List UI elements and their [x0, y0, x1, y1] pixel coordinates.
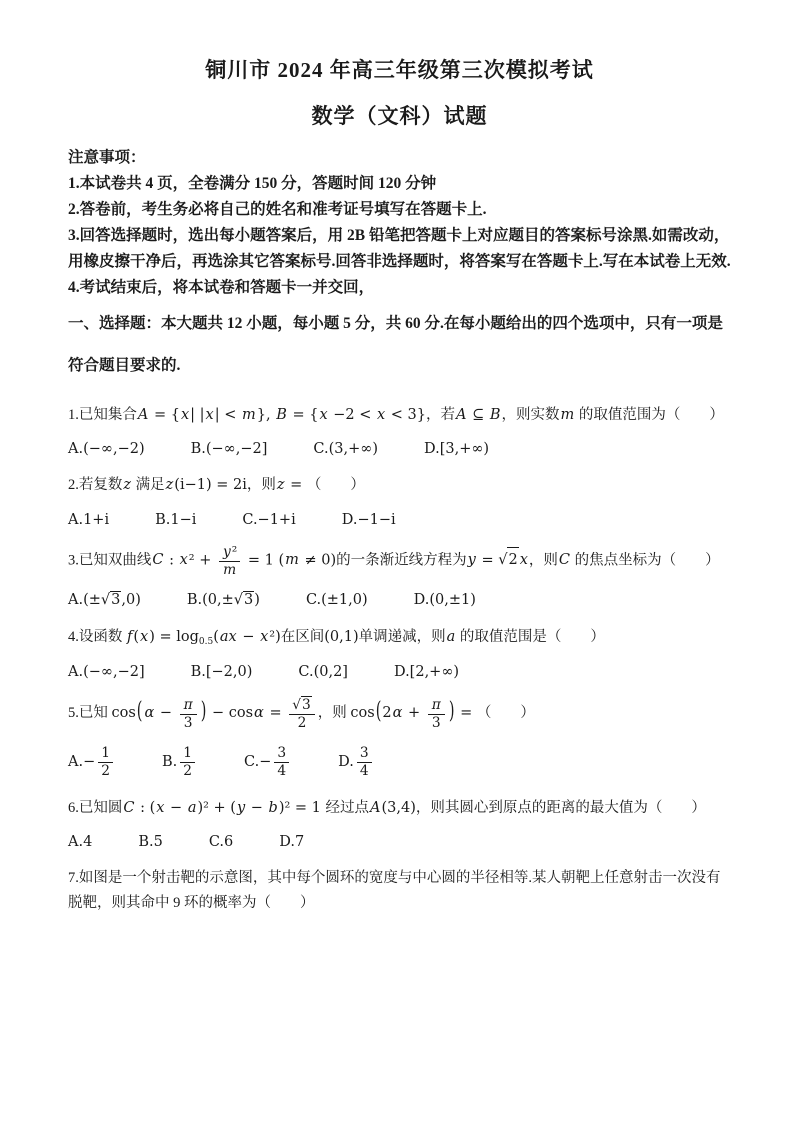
- question-2-options: [68, 512, 731, 528]
- option-a: A.− $\frac{1}{2}$: [68, 745, 116, 780]
- option-a: A.1+i: [68, 511, 110, 528]
- option-c: C.(0,2]: [298, 664, 348, 681]
- option-a: A.(± √ 3 ,0): [68, 591, 141, 609]
- question-7: [68, 866, 731, 917]
- question-2: [68, 473, 731, 527]
- question-6-options: [68, 834, 731, 850]
- notice-item-1: 1.本试卷共 4 页，全卷满分 150 分，答题时间 120 分钟: [68, 175, 437, 192]
- option-c: C.6: [208, 834, 234, 851]
- notice-item-2: 2.答卷前，考生务必将自己的姓名和准考证号填写在答题卡上.: [68, 201, 487, 218]
- option-a: A.(−∞,−2]: [68, 664, 145, 681]
- question-4: [68, 625, 731, 680]
- question-3: [68, 544, 731, 610]
- option-b: B.1−i: [155, 511, 197, 528]
- question-1: [68, 403, 731, 457]
- option-a: A.4: [68, 834, 93, 851]
- question-5: [68, 696, 731, 779]
- section-heading: 一、选择题：本大题共 12 小题，每小题 5 分，共 60 分.在每小题给出的四个选项中，只有一项是符合题目要求的.: [68, 315, 723, 374]
- question-4-stem: 4.设函数 $f(x) = \log_{0.5}(ax - x^2)$在区间(0,1)单调递减，则a 的取值范围是（ ）: [68, 629, 605, 648]
- notice-item-3: 3.回答选择题时，选出每小题答案后，用 2B 铅笔把答题卡上对应题目的答案标号涂黑.如需改动，用橡皮擦干净后，再选涂其它答案标号.回答非选择题时，将答案写在答题卡上.写在本试卷上无效.: [68, 227, 731, 270]
- option-a: A.(−∞,−2): [68, 441, 145, 458]
- question-6: [68, 796, 731, 850]
- question-2-stem: 2.若复数z 满足z(i−1) = 2i，则z = （ ）: [68, 477, 365, 494]
- page-title: 铜川市 2024 年高三年级第三次模拟考试: [205, 58, 594, 82]
- option-b: B.(0,± √ 3 ): [187, 591, 260, 609]
- option-d: D. $\frac{3}{4}$: [338, 745, 374, 780]
- option-b: B.(−∞,−2]: [190, 441, 268, 458]
- notice-heading: 注意事项：: [68, 149, 146, 166]
- question-5-stem: 5.已知 cos( α − $\frac{\pi}{3}$ ) − cosα = √ $\frac{3}{2}$ ，则 cos(2α + $\frac{\pi}{3}$ ) = （ ）: [68, 696, 731, 732]
- question-3-stem: 3.已知双曲线C : x² + $\frac{\text{y²}}{m}$ = 1 (m ≠ 0)的一条渐近线方程为y = √ 2 x，则C 的焦点坐标为（ ）: [68, 544, 731, 579]
- notice-item-4: 4.考试结束后，将本试卷和答题卡一并交回，: [68, 279, 375, 296]
- option-d: D.[2,+∞): [393, 664, 460, 681]
- option-c: C.−1+i: [242, 511, 296, 528]
- option-b: B.5: [138, 834, 163, 851]
- page-subtitle: 数学（文科）试题: [311, 104, 488, 128]
- option-c: C.(3,+∞): [313, 441, 378, 458]
- option-b: B. $\frac{1}{2}$: [162, 745, 198, 780]
- notice-section: [68, 145, 731, 301]
- option-d: D.−1−i: [341, 511, 396, 528]
- question-4-options: [68, 664, 731, 680]
- option-b: B.[−2,0): [190, 664, 253, 681]
- question-5-options: [68, 745, 731, 780]
- question-1-options: [68, 441, 731, 457]
- option-c: C.− $\frac{3}{4}$: [244, 745, 292, 780]
- option-d: D.7: [279, 834, 305, 851]
- question-3-options: [68, 591, 731, 609]
- question-6-stem: 6.已知圆C : (x − a)² + (y − b)² = 1 经过点A(3,4)，则其圆心到原点的距离的最大值为（ ）: [68, 799, 706, 816]
- question-1-stem: 1.已知集合A = {x| |x| < m}, B = {x −2 < x < 3}，若A ⊆ B，则实数m 的取值范围为（ ）: [68, 407, 724, 423]
- option-d: D.(0,±1): [413, 592, 476, 609]
- option-d: D.[3,+∞): [423, 441, 490, 458]
- option-c: C.(±1,0): [305, 592, 368, 609]
- question-7-stem: 7.如图是一个射击靶的示意图，其中每个圆环的宽度与中心圆的半径相等.某人朝靶上任意射击一次没有脱靶，则其命中 9 环的概率为（ ）: [68, 870, 721, 912]
